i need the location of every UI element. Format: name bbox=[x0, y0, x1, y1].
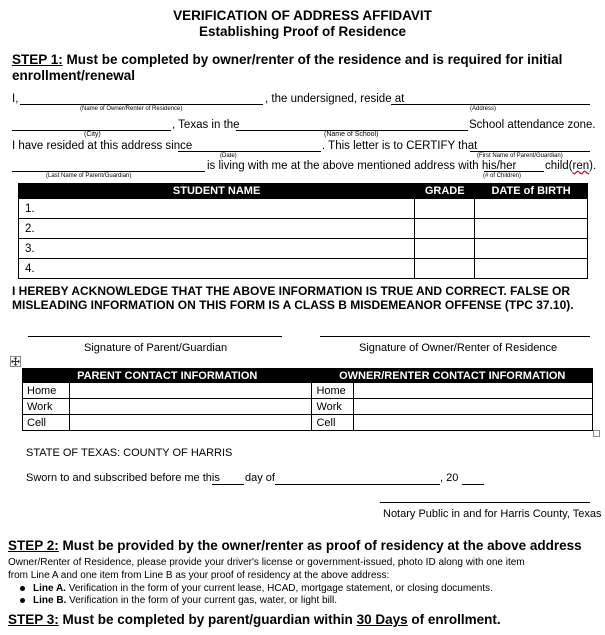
student-row-number: 2. bbox=[25, 222, 35, 235]
child-suffix: ). bbox=[589, 160, 597, 172]
contact-table bbox=[22, 368, 593, 431]
bullet-line-a bbox=[20, 583, 493, 594]
step2-label: STEP 2: bbox=[8, 538, 59, 553]
owner-contact-header: OWNER/RENTER CONTACT INFORMATION bbox=[312, 369, 593, 383]
parent-cell-field[interactable] bbox=[69, 415, 311, 431]
contact-row-work bbox=[23, 399, 593, 415]
owner-cell-field[interactable] bbox=[354, 415, 593, 431]
step2-desc-line1: Owner/Renter of Residence, please provide your driver's license or government-issued, photo ID along with one item bbox=[8, 557, 525, 568]
parent-home-label: Home bbox=[23, 383, 70, 399]
child-prefix: child( bbox=[545, 160, 573, 172]
row1-mid-text: , the undersigned, reside at bbox=[265, 93, 405, 105]
owner-name-field[interactable] bbox=[20, 104, 263, 105]
step3-text-start: Must be completed by parent/guardian within bbox=[58, 612, 357, 627]
date-hint: (Date) bbox=[220, 153, 237, 159]
acknowledge-line1: I HEREBY ACKNOWLEDGE THAT THE ABOVE INFORMATION IS TRUE AND CORRECT. FALSE OR bbox=[12, 284, 571, 298]
student-grade-cell[interactable] bbox=[415, 199, 475, 219]
step1-heading bbox=[12, 52, 562, 67]
child-ren: ren bbox=[572, 160, 590, 172]
parent-work-label: Work bbox=[23, 399, 70, 415]
step3-heading bbox=[8, 612, 501, 627]
student-dob-cell[interactable] bbox=[475, 239, 588, 259]
contact-row-cell bbox=[23, 415, 593, 431]
sworn-year-field[interactable] bbox=[462, 484, 484, 485]
student-row-number: 1. bbox=[25, 202, 35, 215]
notary-label: Notary Public in and for Harris County, Texas bbox=[383, 508, 602, 520]
resize-handle-icon[interactable] bbox=[593, 430, 600, 437]
owner-name-hint: (Name of Owner/Renter of Residence) bbox=[80, 106, 183, 112]
step2-text: Must be provided by the owner/renter as proof of residency at the above address bbox=[58, 538, 582, 553]
owner-work-label: Work bbox=[312, 399, 354, 415]
sworn-day-text: day of bbox=[245, 472, 275, 484]
owner-signature-label: Signature of Owner/Renter of Residence bbox=[359, 342, 558, 354]
step3-text-end: of enrollment. bbox=[407, 612, 501, 627]
row4-mid-text: is living with me at the above mentioned address with his/her bbox=[207, 160, 517, 172]
student-dob-cell[interactable] bbox=[475, 259, 588, 279]
student-name-cell[interactable] bbox=[19, 239, 415, 259]
student-grade-cell[interactable] bbox=[415, 219, 475, 239]
student-row-number: 3. bbox=[25, 242, 35, 255]
step3-days: 30 Days bbox=[356, 612, 408, 627]
move-handle-icon[interactable] bbox=[10, 356, 21, 367]
student-row bbox=[19, 239, 588, 259]
student-grade-cell[interactable] bbox=[415, 239, 475, 259]
state-county-line: STATE OF TEXAS: COUNTY OF HARRIS bbox=[26, 447, 233, 459]
step2-desc-line2: from Line A and one item from Line B as your proof of residency at the above address: bbox=[8, 570, 390, 581]
last-name-hint: (Last Name of Parent/Guardian) bbox=[46, 173, 132, 179]
line-b-label: Line B. bbox=[33, 595, 67, 606]
children-count-field[interactable] bbox=[484, 171, 544, 172]
step1-text-line1: Must be completed by owner/renter of the residence and is required for initial bbox=[62, 52, 563, 67]
owner-home-field[interactable] bbox=[354, 383, 593, 399]
document-subtitle: Establishing Proof of Residence bbox=[198, 24, 407, 39]
sworn-month-field[interactable] bbox=[275, 484, 440, 485]
header-grade: GRADE bbox=[415, 184, 475, 199]
row4-end-text bbox=[545, 160, 596, 172]
bullet-icon bbox=[20, 586, 25, 591]
student-row bbox=[19, 219, 588, 239]
sworn-start-text: Sworn to and subscribed before me this bbox=[26, 472, 220, 484]
parent-first-name-field[interactable] bbox=[470, 151, 590, 152]
parent-signature-label: Signature of Parent/Guardian bbox=[84, 342, 228, 354]
student-name-cell[interactable] bbox=[19, 199, 415, 219]
sworn-year-text: , 20 bbox=[440, 472, 459, 484]
row1-start-text: I, bbox=[12, 93, 19, 105]
student-row bbox=[19, 259, 588, 279]
school-hint: (Name of School) bbox=[324, 131, 379, 138]
row2-end-text: School attendance zone. bbox=[469, 119, 596, 131]
student-grade-cell[interactable] bbox=[415, 259, 475, 279]
owner-work-field[interactable] bbox=[354, 399, 593, 415]
parent-work-field[interactable] bbox=[69, 399, 311, 415]
contact-table-header bbox=[23, 369, 593, 383]
acknowledge-line2: MISLEADING INFORMATION ON THIS FORM IS A CLASS B MISDEMEANOR OFFENSE (TPC 37.10). bbox=[12, 298, 574, 312]
student-row bbox=[19, 199, 588, 219]
children-hint: (# of Children) bbox=[483, 173, 522, 179]
step3-label: STEP 3: bbox=[8, 612, 59, 627]
parent-signature-line[interactable] bbox=[28, 336, 282, 337]
city-hint: (City) bbox=[84, 131, 101, 138]
first-name-hint: (First Name of Parent/Guardian) bbox=[477, 153, 563, 159]
resided-since-field[interactable] bbox=[178, 151, 321, 152]
row3-start-text: I have resided at this address since bbox=[12, 140, 193, 152]
student-dob-cell[interactable] bbox=[475, 219, 588, 239]
contact-row-home bbox=[23, 383, 593, 399]
parent-last-name-field[interactable] bbox=[12, 171, 205, 172]
line-b-text: Verification in the form of your current gas, water, or light bill. bbox=[66, 595, 338, 606]
student-name-cell[interactable] bbox=[19, 259, 415, 279]
header-dob: DATE of BIRTH bbox=[475, 184, 588, 199]
header-student-name: STUDENT NAME bbox=[19, 184, 415, 199]
row3-mid-text: . This letter is to CERTIFY that bbox=[322, 140, 478, 152]
student-dob-cell[interactable] bbox=[475, 199, 588, 219]
step2-heading bbox=[8, 538, 582, 553]
student-row-number: 4. bbox=[25, 262, 35, 275]
sworn-day-field[interactable] bbox=[212, 484, 244, 485]
student-name-cell[interactable] bbox=[19, 219, 415, 239]
parent-contact-header: PARENT CONTACT INFORMATION bbox=[23, 369, 312, 383]
parent-home-field[interactable] bbox=[69, 383, 311, 399]
line-a-label: Line A. bbox=[33, 583, 66, 594]
row2-mid-text: , Texas in the bbox=[172, 119, 240, 131]
bullet-line-b bbox=[20, 595, 337, 606]
document-title: VERIFICATION OF ADDRESS AFFIDAVIT bbox=[173, 8, 432, 23]
step1-text-line2: enrollment/renewal bbox=[12, 68, 136, 83]
parent-cell-label: Cell bbox=[23, 415, 70, 431]
notary-signature-line[interactable] bbox=[380, 502, 590, 503]
bullet-icon bbox=[20, 598, 25, 603]
step1-label: STEP 1: bbox=[12, 52, 63, 67]
owner-home-label: Home bbox=[312, 383, 354, 399]
address-hint: (Address) bbox=[470, 106, 497, 112]
student-table-header bbox=[19, 184, 588, 199]
student-table bbox=[18, 183, 588, 279]
address-field[interactable] bbox=[391, 104, 590, 105]
owner-signature-line[interactable] bbox=[320, 336, 590, 337]
owner-cell-label: Cell bbox=[312, 415, 354, 431]
line-a-text: Verification in the form of your current lease, HCAD, mortgage statement, or closing documents. bbox=[65, 583, 493, 594]
